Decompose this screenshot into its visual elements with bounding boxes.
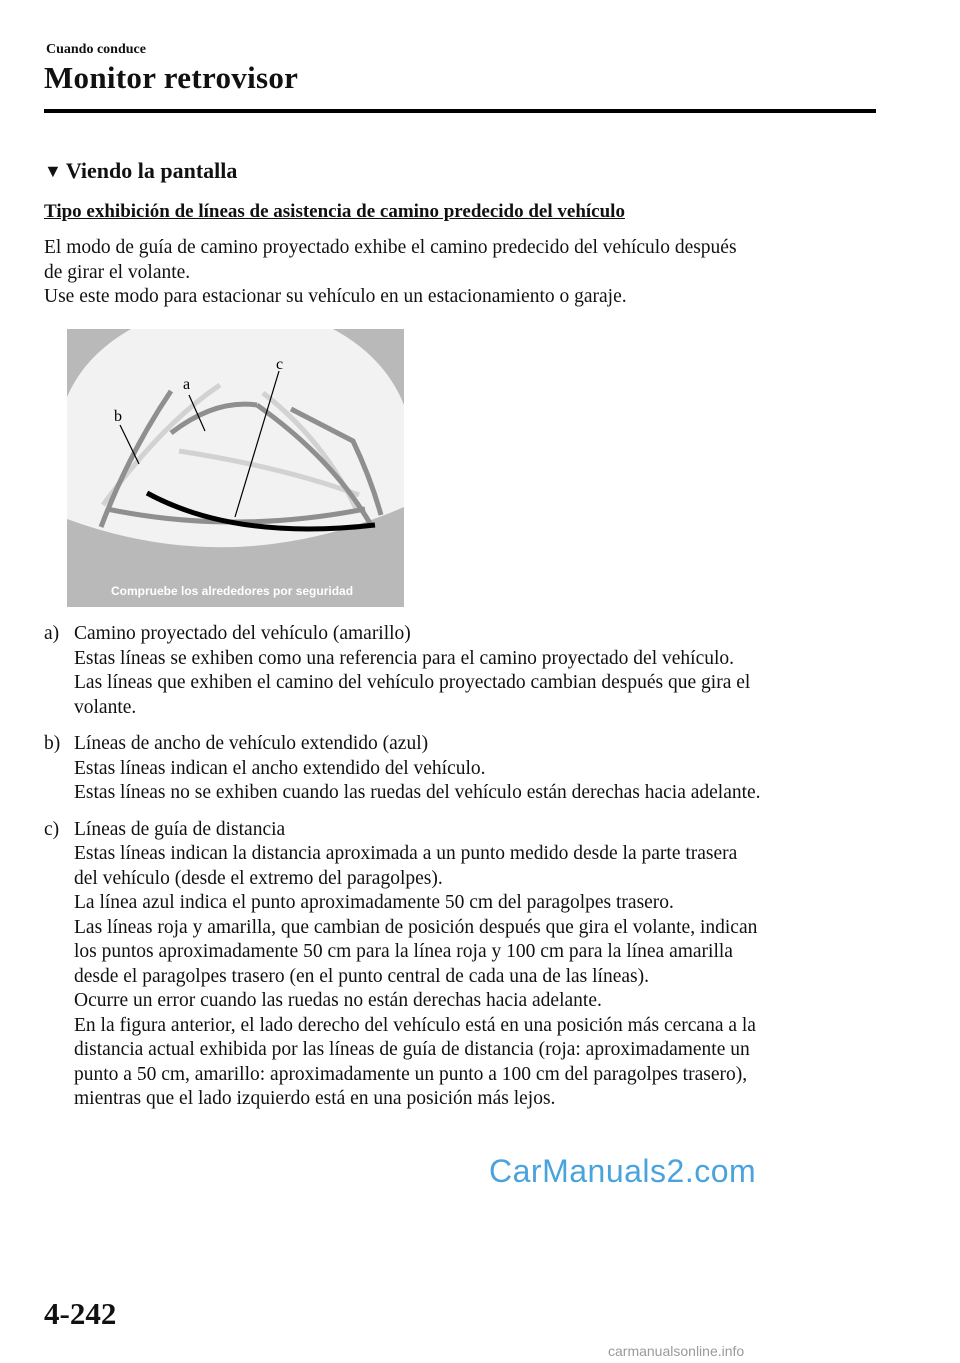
rear-view-monitor-figure [67, 329, 404, 607]
item-line: los puntos aproximadamente 50 cm para la línea roja y 100 cm para la línea amarilla [74, 941, 733, 962]
item-line: En la figura anterior, el lado derecho del vehículo está en una posición más cercana a la [74, 1014, 756, 1036]
section-heading [44, 158, 237, 184]
label-b: b [114, 408, 122, 425]
intro-paragraph [44, 236, 874, 310]
item-line: Estas líneas no se exhiben cuando las ruedas del vehículo están derechas hacia adelante. [74, 782, 761, 803]
label-a: a [183, 376, 191, 393]
legend-list [44, 622, 924, 1124]
section-heading-text: Viendo la pantalla [65, 158, 238, 183]
label-c: c [276, 356, 284, 373]
item-marker: b) [44, 733, 61, 754]
item-line: del vehículo (desde el extremo del paragolpes). [74, 867, 443, 889]
item-line: distancia actual exhibida por las líneas de guía de distancia (roja: aproximadamente un [74, 1039, 750, 1060]
item-title: Líneas de guía de distancia [74, 818, 286, 840]
item-line: Las líneas roja y amarilla, que cambian de posición después que gira el volante, indican [74, 916, 758, 938]
item-line: La línea azul indica el punto aproximadamente 50 cm del paragolpes trasero. [74, 892, 674, 913]
item-marker: a) [44, 623, 60, 644]
item-line: Ocurre un error cuando las ruedas no están derechas hacia adelante. [74, 990, 602, 1011]
subheading: Tipo exhibición de líneas de asistencia de camino predecido del vehículo [44, 201, 625, 222]
legend-item-c [44, 818, 924, 1112]
page-title: Monitor retrovisor [44, 60, 299, 95]
watermark-link[interactable]: CarManuals2.com [489, 1153, 757, 1189]
item-line: desde el paragolpes trasero (en el punto central de cada una de las líneas). [74, 965, 649, 987]
item-line: Estas líneas se exhiben como una referencia para el camino proyectado del vehículo. [74, 647, 735, 669]
intro-line: El modo de guía de camino proyectado exhibe el camino predecido del vehículo después [44, 237, 737, 258]
item-line: punto a 50 cm, amarillo: aproximadamente un punto a 100 cm del paragolpes trasero), [74, 1063, 748, 1085]
item-line: Estas líneas indican el ancho extendido del vehículo. [74, 757, 486, 779]
intro-line: Use este modo para estacionar su vehículo en un estacionamiento o garaje. [44, 286, 627, 307]
item-title: Camino proyectado del vehículo (amarillo) [74, 623, 411, 644]
item-line: mientras que el lado izquierdo está en una posición más lejos. [74, 1088, 556, 1109]
intro-line: de girar el volante. [44, 261, 191, 283]
legend-item-a [44, 622, 924, 720]
item-line: volante. [74, 696, 137, 718]
section-name: Cuando conduce [46, 42, 146, 57]
item-line: Las líneas que exhiben el camino del vehículo proyectado cambian después que gira el [74, 672, 751, 693]
item-marker: c) [44, 818, 60, 840]
legend-item-b [44, 732, 924, 806]
page-number: 4-242 [44, 1296, 117, 1331]
triangle-down-icon: ▼ [44, 160, 62, 181]
item-title: Líneas de ancho de vehículo extendido (azul) [74, 733, 429, 754]
figure-caption: Compruebe los alrededores por seguridad [111, 584, 354, 598]
item-line: Estas líneas indican la distancia aproximada a un punto medido desde la parte trasera [74, 843, 738, 864]
title-divider [44, 109, 876, 113]
footer-watermark: carmanualsonline.info [608, 1343, 745, 1359]
